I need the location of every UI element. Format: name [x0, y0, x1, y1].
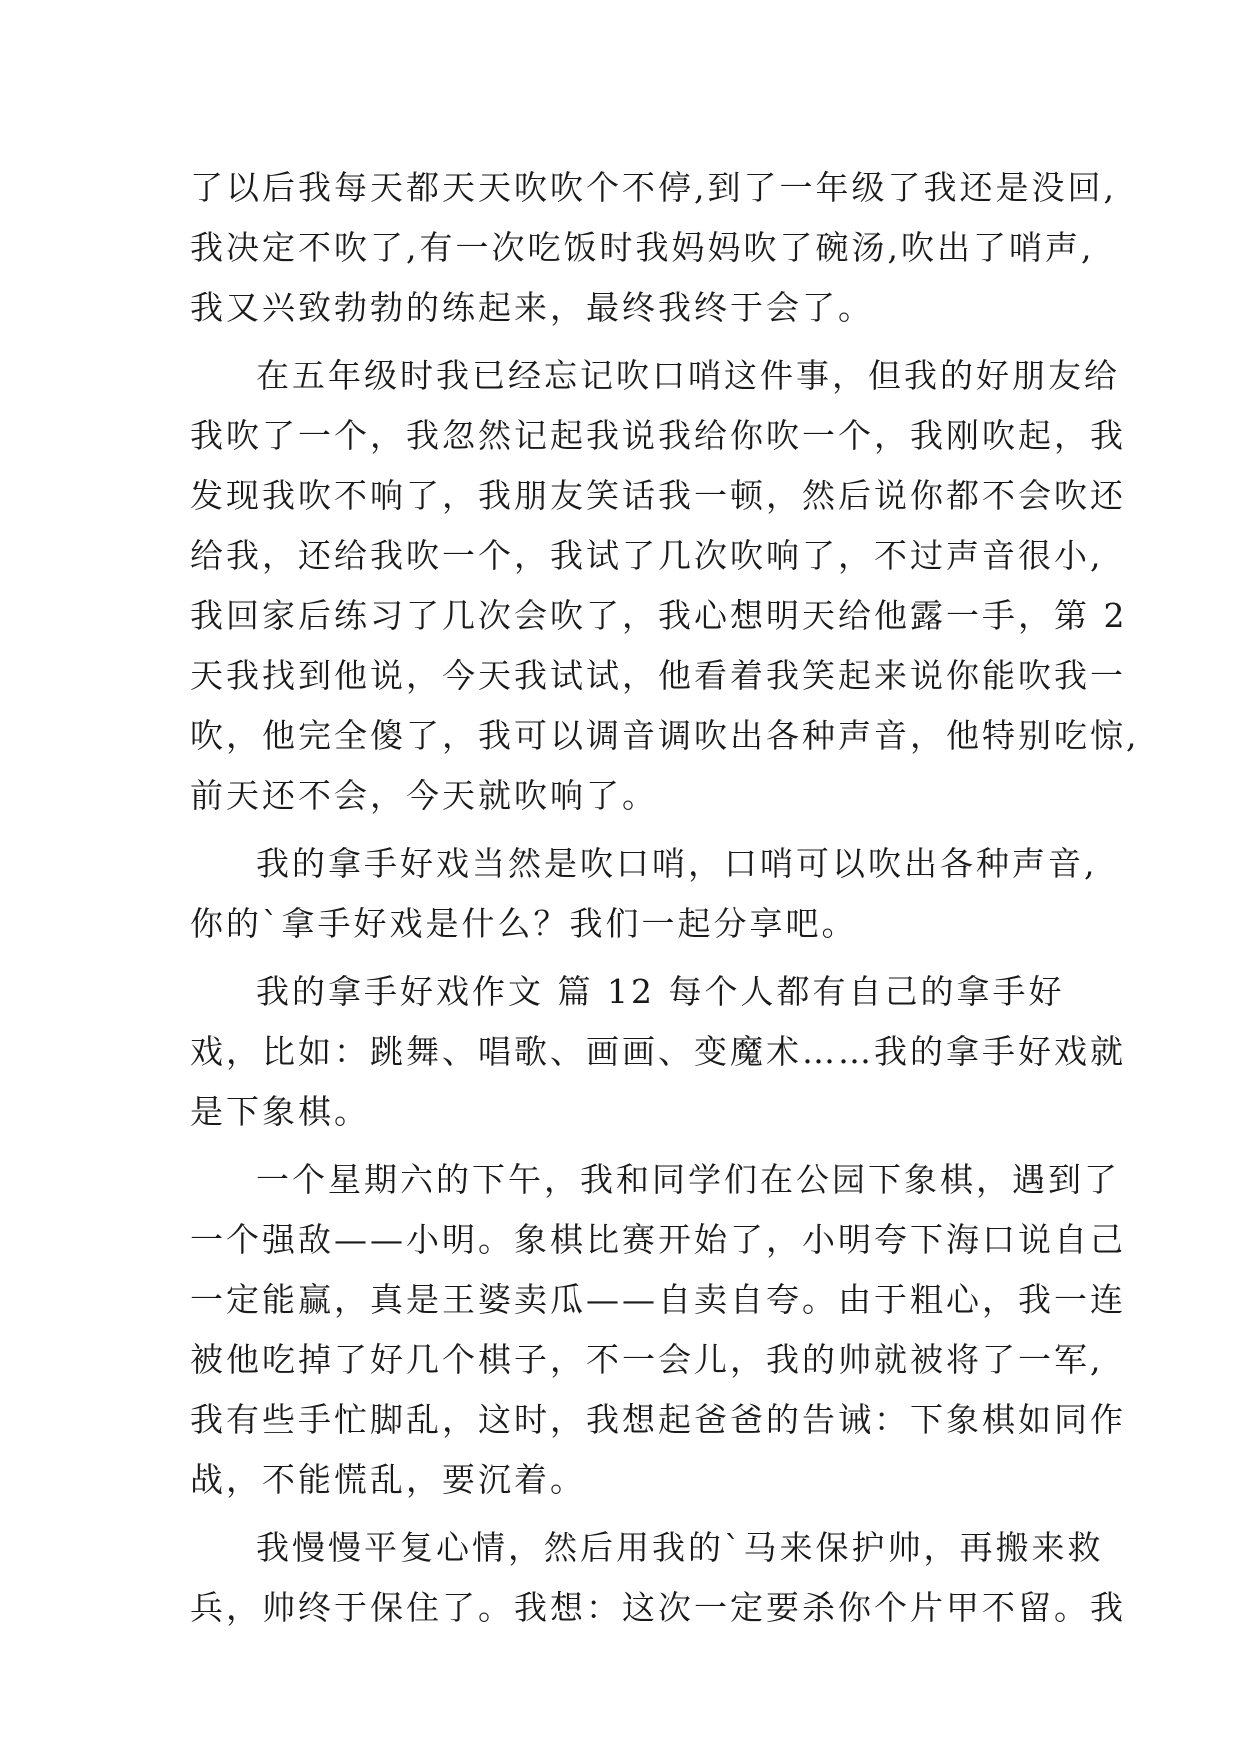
- text-line: 前天还不会，今天就吹响了。: [190, 776, 658, 815]
- essay-body: [190, 158, 1140, 1638]
- text-line: 一个强敌——小明。象棋比赛开始了，小明夸下海口说自己: [190, 1220, 1126, 1259]
- paragraph-5: [190, 1150, 1126, 1510]
- text-line: 我决定不吹了,有一次吃饭时我妈妈吹了碗汤,吹出了哨声,: [190, 228, 1095, 267]
- text-line: 我又兴致勃勃的练起来，最终我终于会了。: [190, 288, 874, 327]
- text-line: 被他吃掉了好几个棋子，不一会儿，我的帅就被将了一军,: [190, 1340, 1104, 1379]
- paragraph-4: [190, 962, 1126, 1142]
- text-line: 戏，比如：跳舞、唱歌、画画、变魔术……我的拿手好戏就: [190, 1032, 1126, 1071]
- text-line: 是下象棋。: [190, 1092, 370, 1131]
- text-line: 在五年级时我已经忘记吹口哨这件事，但我的好朋友给: [256, 356, 1120, 395]
- paragraph-6: [190, 1518, 1126, 1638]
- text-line: 给我，还给我吹一个，我试了几次吹响了，不过声音很小,: [190, 536, 1104, 575]
- text-line: 我慢慢平复心情，然后用我的`马来保护帅，再搬来救: [256, 1528, 1104, 1567]
- text-line: 一个星期六的下午，我和同学们在公园下象棋，遇到了: [256, 1160, 1120, 1199]
- text-line: 吹，他完全傻了，我可以调音调吹出各种声音，他特别吃惊,: [190, 716, 1140, 755]
- text-line: 我有些手忙脚乱，这时，我想起爸爸的告诫：下象棋如同作: [190, 1400, 1126, 1439]
- text-line: 我的拿手好戏当然是吹口哨，口哨可以吹出各种声音,: [256, 844, 1098, 883]
- text-line: 你的`拿手好戏是什么？我们一起分享吧。: [190, 904, 858, 943]
- text-line: 兵，帅终于保住了。我想：这次一定要杀你个片甲不留。我: [190, 1588, 1126, 1627]
- text-line: 我回家后练习了几次会吹了，我心想明天给他露一手，第 2: [190, 596, 1128, 635]
- text-line: 我吹了一个，我忽然记起我说我给你吹一个，我刚吹起，我: [190, 416, 1126, 455]
- paragraph-1: [190, 158, 1117, 338]
- text-line: 战，不能慌乱，要沉着。: [190, 1460, 586, 1499]
- paragraph-3: [190, 834, 1098, 954]
- text-line: 了以后我每天都天天吹吹个不停,到了一年级了我还是没回,: [190, 168, 1117, 207]
- text-line: 发现我吹不响了，我朋友笑话我一顿，然后说你都不会吹还: [190, 476, 1126, 515]
- paragraph-2: [190, 346, 1140, 826]
- text-line: 一定能赢，真是王婆卖瓜——自卖自夸。由于粗心，我一连: [190, 1280, 1126, 1319]
- text-line: 我的拿手好戏作文 篇 12 每个人都有自己的拿手好: [256, 972, 1065, 1011]
- text-line: 天我找到他说，今天我试试，他看着我笑起来说你能吹我一: [190, 656, 1126, 695]
